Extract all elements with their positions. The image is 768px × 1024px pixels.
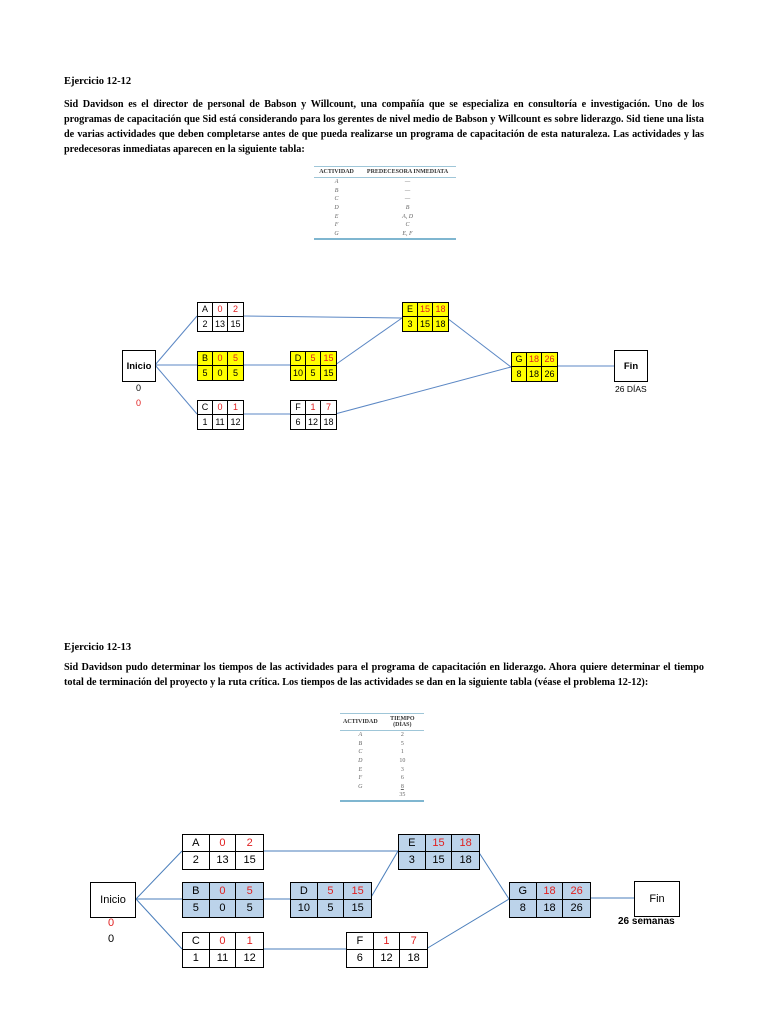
early-finish: 7 — [400, 933, 427, 950]
time-cell: 8 — [400, 783, 404, 790]
early-start: 18 — [527, 353, 542, 367]
early-start: 5 — [306, 352, 321, 366]
exercise-12-12-text: Sid Davidson es el director de personal de Babson y Willcount, una compañía que se especializa en consultoría e investigación. Uno de los programas de capacitación que Sid está considerando para los gerentes de nivel medio de Babson y Willcount es sobre liderazgo. Sid tiene una lista de varias actividades que deben completarse antes de que pueda realizarse un programa de capacitación de esta naturaleza. Las actividades y las predecesoras inmediatas aparecen en la siguiente tabla: — [64, 99, 704, 155]
late-finish: 5 — [232, 367, 238, 378]
time-cell: 3 — [400, 766, 404, 773]
activity-cell: G — [358, 783, 363, 790]
predecessor-cell: A, D — [402, 213, 414, 220]
early-start: 1 — [374, 933, 401, 950]
activity-cell: E — [358, 766, 363, 773]
table-header: PREDECESORA INMEDIATA — [359, 167, 456, 178]
late-start: 12 — [374, 950, 401, 967]
activity-cell: F — [358, 775, 363, 782]
duration: 2 — [198, 317, 213, 331]
activity-id: E — [399, 835, 426, 852]
activity-id: B — [183, 883, 210, 900]
table-header: ACTIVIDAD — [340, 714, 381, 731]
activity-cell: E — [334, 213, 339, 220]
activity-node-c — [182, 932, 264, 968]
early-start: 0 — [210, 933, 237, 950]
activity-id: D — [291, 883, 318, 900]
early-finish: 7 — [321, 401, 336, 415]
late-finish: 15 — [230, 318, 241, 329]
early-start: 0 — [213, 352, 228, 366]
activity-id: G — [510, 883, 537, 900]
activity-id: E — [403, 303, 418, 317]
late-finish: 12 — [243, 952, 256, 964]
activity-node-d — [290, 882, 372, 918]
end-label: Fin — [649, 893, 665, 905]
activity-cell: C — [334, 196, 339, 203]
early-start: 15 — [426, 835, 453, 852]
late-start: 15 — [426, 852, 453, 869]
late-start: 13 — [210, 852, 237, 869]
late-finish: 18 — [323, 416, 334, 427]
activity-id: F — [347, 933, 374, 950]
time-cell: 10 — [399, 758, 406, 765]
exercise-12-12-heading: Ejercicio 12-12 — [64, 76, 132, 87]
start-ef: 0 — [108, 933, 115, 945]
end-label: Fin — [623, 360, 639, 372]
late-finish: 18 — [435, 318, 446, 329]
late-start: 18 — [527, 367, 542, 381]
duration: 1 — [198, 415, 213, 429]
activity-node-f — [346, 932, 428, 968]
activity-id: B — [198, 352, 213, 366]
activity-id: D — [291, 352, 306, 366]
activity-id: G — [512, 353, 527, 367]
project-duration: 26 DÍAS — [615, 384, 647, 394]
duration: 6 — [291, 415, 306, 429]
late-start: 0 — [210, 900, 237, 917]
activity-node-a — [182, 834, 264, 870]
end-node — [634, 881, 680, 917]
activity-cell: B — [358, 740, 363, 747]
early-finish: 15 — [344, 883, 371, 900]
predecessor-cell: — — [404, 179, 411, 186]
early-finish: 15 — [321, 352, 336, 366]
predecessor-cell: C — [405, 222, 410, 229]
late-start: 11 — [213, 415, 228, 429]
early-finish: 1 — [236, 933, 263, 950]
late-start: 5 — [306, 366, 321, 380]
predecessor-cell: E, F — [359, 230, 456, 240]
late-finish: 15 — [323, 367, 334, 378]
early-finish: 5 — [236, 883, 263, 900]
early-start: 0 — [213, 401, 228, 415]
late-finish: 15 — [351, 902, 364, 914]
duration: 6 — [347, 950, 374, 967]
start-es: 0 — [136, 383, 142, 393]
link-e-g — [478, 851, 509, 899]
late-start: 13 — [213, 317, 228, 331]
duration: 8 — [512, 367, 527, 381]
activity-node-e — [398, 834, 480, 870]
activity-cell: A — [358, 732, 363, 739]
duration: 3 — [403, 317, 418, 331]
late-finish: 26 — [544, 368, 555, 379]
start-label: Inicio — [126, 360, 152, 372]
activity-id: C — [183, 933, 210, 950]
early-finish: 2 — [228, 303, 243, 317]
predecessor-cell: — — [404, 196, 411, 203]
activity-cell: D — [334, 205, 339, 212]
early-start: 0 — [213, 303, 228, 317]
late-finish: 15 — [243, 854, 256, 866]
duration: 1 — [183, 950, 210, 967]
activity-cell: B — [334, 187, 339, 194]
late-finish: 18 — [459, 854, 472, 866]
late-finish: 5 — [246, 902, 253, 914]
late-start: 0 — [213, 366, 228, 380]
early-finish: 18 — [452, 835, 479, 852]
activity-cell: F — [334, 222, 339, 229]
exercise-12-13-heading: Ejercicio 12-13 — [64, 642, 132, 653]
activity-id: A — [198, 303, 213, 317]
early-finish: 26 — [542, 353, 557, 367]
late-start: 11 — [210, 950, 237, 967]
predecessor-cell: B — [405, 205, 410, 212]
time-cell: 1 — [400, 749, 404, 756]
late-finish: 26 — [570, 902, 583, 914]
early-finish: 5 — [228, 352, 243, 366]
late-finish: 18 — [407, 952, 420, 964]
activity-node-b — [182, 882, 264, 918]
late-start: 15 — [418, 317, 433, 331]
time-cell: 6 — [400, 775, 404, 782]
duration: 5 — [198, 366, 213, 380]
time-cell: 5 — [400, 740, 404, 747]
link-inicio-a — [136, 851, 182, 899]
duration: 10 — [291, 900, 318, 917]
predecessor-cell: — — [404, 187, 411, 194]
early-finish: 26 — [563, 883, 590, 900]
activity-id: A — [183, 835, 210, 852]
early-start: 18 — [537, 883, 564, 900]
activity-cell: G — [314, 230, 359, 240]
activity-id: F — [291, 401, 306, 415]
link-d-e — [370, 851, 398, 899]
link-f-g — [426, 899, 509, 949]
activity-cell: C — [358, 749, 363, 756]
early-start: 0 — [210, 835, 237, 852]
early-start: 15 — [418, 303, 433, 317]
late-finish: 12 — [230, 416, 241, 427]
late-start: 18 — [537, 900, 564, 917]
early-start: 5 — [318, 883, 345, 900]
early-finish: 1 — [228, 401, 243, 415]
project-duration: 26 semanas — [618, 916, 675, 927]
total-cell: 35 — [381, 791, 424, 801]
early-finish: 2 — [236, 835, 263, 852]
start-label: Inicio — [100, 894, 126, 906]
duration: 10 — [291, 366, 306, 380]
table-header: TIEMPO (DÍAS) — [381, 714, 424, 731]
duration: 5 — [183, 900, 210, 917]
activity-cell: A — [334, 179, 339, 186]
late-start: 5 — [318, 900, 345, 917]
duration: 8 — [510, 900, 537, 917]
early-finish: 18 — [433, 303, 448, 317]
link-inicio-c — [136, 899, 182, 949]
start-node — [90, 882, 136, 918]
duration: 3 — [399, 852, 426, 869]
late-start: 12 — [306, 415, 321, 429]
early-start: 0 — [210, 883, 237, 900]
start-es: 0 — [108, 917, 115, 929]
exercise-12-13-text: Sid Davidson pudo determinar los tiempos de las actividades para el programa de capacitación en liderazgo. Ahora quiere determinar el tiempo total de terminación del proyecto y la ruta crítica. Los tiempos de las actividades se dan en la siguiente tabla (véase el problema 12-12): — [64, 662, 704, 688]
table-header: ACTIVIDAD — [314, 167, 359, 178]
early-start: 1 — [306, 401, 321, 415]
activity-cell: D — [358, 758, 363, 765]
start-ef: 0 — [136, 398, 142, 408]
time-cell: 2 — [400, 732, 404, 739]
duration: 2 — [183, 852, 210, 869]
activity-id: C — [198, 401, 213, 415]
activity-node-g — [509, 882, 591, 918]
